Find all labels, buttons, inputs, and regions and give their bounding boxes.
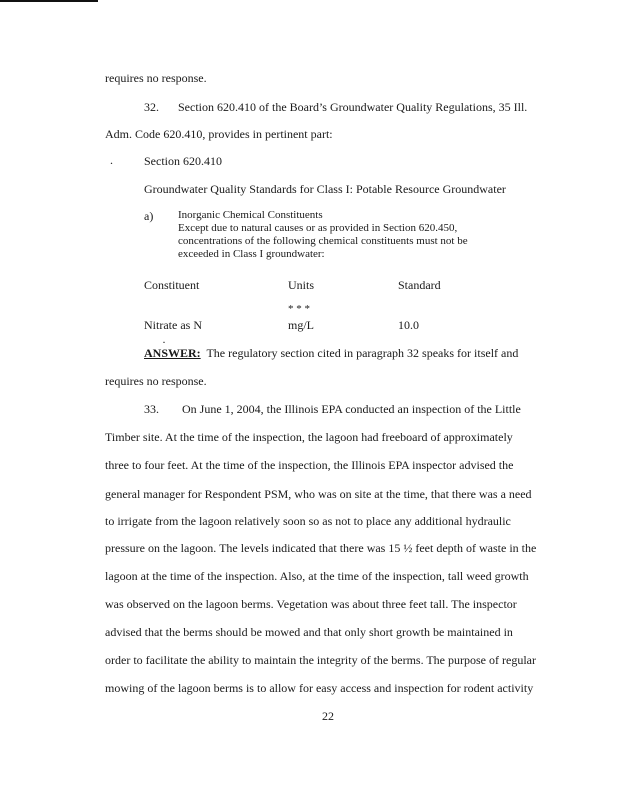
- table-header-units: Units: [288, 278, 315, 292]
- table-ellipsis: * * *: [288, 303, 310, 315]
- paragraph-33-line: general manager for Respondent PSM, who was on site at the time, that there was a need: [105, 487, 532, 501]
- paragraph-32-number: 32.: [144, 100, 159, 114]
- paragraph-33-number: 33.: [144, 402, 159, 416]
- scan-edge-mark: [0, 0, 98, 2]
- paragraph-33-line: lagoon at the time of the inspection. Also, at the time of the inspection, tall weed growth: [105, 569, 529, 583]
- stray-mark: ·: [162, 335, 166, 349]
- stray-mark: .: [110, 153, 113, 167]
- paragraph-33-line: advised that the berms should be mowed and that only short growth be maintained in: [105, 625, 513, 639]
- paragraph-33-line: Timber site. At the time of the inspection, the lagoon had freeboard of approximately: [105, 430, 513, 444]
- paragraph-33-line: was observed on the lagoon berms. Vegetation was about three feet tall. The inspector: [105, 597, 517, 611]
- quoted-item-text-1: Except due to natural causes or as provided in Section 620.450,: [178, 222, 458, 234]
- paragraph-33-line: pressure on the lagoon. The levels indicated that there was 15 ½ feet depth of waste in the: [105, 541, 537, 555]
- table-cell-constituent: Nitrate as N: [144, 318, 202, 332]
- table-cell-standard: 10.0: [398, 318, 419, 332]
- paragraph-33-line: mowing of the lagoon berms is to allow for easy access and inspection for rodent activity: [105, 681, 534, 695]
- page-number: 22: [322, 709, 334, 723]
- paragraph-33-line: order to facilitate the ability to maintain the integrity of the berms. The purpose of regular: [105, 653, 536, 667]
- quoted-item-text-2: concentrations of the following chemical constituents must not be: [178, 235, 468, 247]
- quoted-section-title: Section 620.410: [144, 154, 222, 168]
- table-header-constituent: Constituent: [144, 278, 200, 292]
- answer-32-line-1: [144, 346, 518, 360]
- quoted-item-heading: Inorganic Chemical Constituents: [178, 209, 323, 221]
- answer-32-line-2: requires no response.: [105, 374, 207, 388]
- paragraph-33-line: to irrigate from the lagoon relatively soon so as not to place any additional hydraulic: [105, 514, 511, 528]
- table-cell-units: mg/L: [288, 318, 314, 332]
- prev-paragraph-ending: requires no response.: [105, 71, 207, 85]
- quoted-standards-title: Groundwater Quality Standards for Class I: Potable Resource Groundwater: [144, 182, 506, 196]
- paragraph-33-line: three to four feet. At the time of the inspection, the Illinois EPA inspector advised the: [105, 458, 514, 472]
- quoted-item-label: a): [144, 209, 154, 223]
- table-header-standard: Standard: [398, 278, 441, 292]
- paragraph-33-line: On June 1, 2004, the Illinois EPA conducted an inspection of the Little: [182, 402, 521, 416]
- paragraph-32-line-2: Adm. Code 620.410, provides in pertinent part:: [105, 127, 333, 141]
- paragraph-32-line-1: Section 620.410 of the Board’s Groundwater Quality Regulations, 35 Ill.: [178, 100, 528, 114]
- answer-label: ANSWER:: [144, 346, 201, 360]
- quoted-item-text-3: exceeded in Class I groundwater:: [178, 248, 325, 260]
- answer-32-text: The regulatory section cited in paragraph 32 speaks for itself and: [206, 346, 519, 360]
